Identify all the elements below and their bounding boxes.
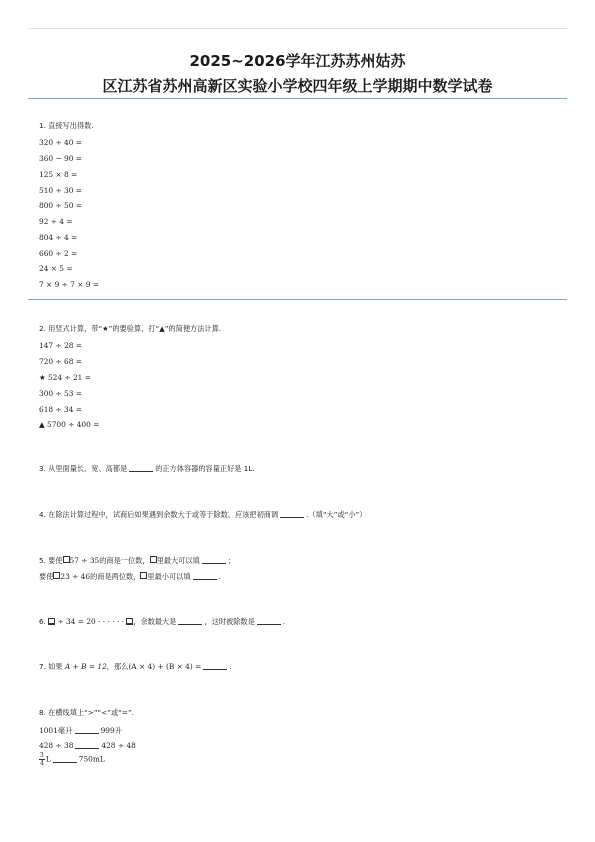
answer-blank[interactable] xyxy=(129,464,153,472)
question-2-title: 2. 用竖式计算，带“★”的要验算，打“▲”的简便方法计算. xyxy=(39,324,222,333)
question-2-item: ▲ 5700 ÷ 400 = xyxy=(39,420,100,429)
answer-blank[interactable] xyxy=(203,662,227,670)
fraction xyxy=(39,752,45,767)
question-2-item: 618 ÷ 34 = xyxy=(39,405,82,414)
question-1-item: 7 × 9 ÷ 7 × 9 = xyxy=(39,280,100,289)
question-1-item: 92 ÷ 4 = xyxy=(39,217,73,226)
question-5-text: . xyxy=(218,572,221,581)
question-1-item: 320 ÷ 40 = xyxy=(39,138,82,147)
answer-blank[interactable] xyxy=(178,617,202,625)
question-1-item: 24 × 5 = xyxy=(39,264,73,273)
question-7-expr: (A × 4) + (B × 4) = xyxy=(128,662,202,671)
compare-left: 1001毫升 xyxy=(39,726,73,735)
answer-blank[interactable] xyxy=(280,510,304,518)
question-6-expr: ÷ 34 = 20 · · · · · · xyxy=(55,617,127,626)
page-top-rule xyxy=(28,28,567,29)
question-5-text: 的商是一位数， xyxy=(99,556,150,565)
answer-blank[interactable] xyxy=(257,617,281,625)
question-5-expr: 23 ÷ 46 xyxy=(60,572,91,581)
question-5-text: ； xyxy=(227,556,235,565)
page-title-line2: 区江苏省苏州高新区实验小学校四年级上学期期中数学试卷 xyxy=(102,77,493,95)
question-5-text: 要使 xyxy=(39,572,54,581)
compare-right: 428 ÷ 48 xyxy=(101,741,136,750)
question-1-title: 1. 直接写出得数. xyxy=(39,121,94,130)
section-divider xyxy=(28,299,567,300)
question-7-expr: A + B = 12 xyxy=(64,662,107,671)
question-1-item: 125 × 8 = xyxy=(39,170,78,179)
question-2-item: 147 ÷ 28 = xyxy=(39,341,82,350)
question-3-text-after: 的正方体容器的容量正好是 1L. xyxy=(155,464,255,473)
question-7-text: ，那么 xyxy=(106,662,129,671)
question-2-item: 300 ÷ 53 = xyxy=(39,389,82,398)
fraction-numerator: 3 xyxy=(40,752,44,759)
question-2-item: 720 ÷ 68 = xyxy=(39,357,82,366)
question-5-line2 xyxy=(39,572,221,582)
question-7 xyxy=(39,662,232,672)
answer-blank[interactable] xyxy=(193,572,217,580)
compare-left: 428 ÷ 38 xyxy=(39,741,74,750)
question-6-number: 6. xyxy=(39,617,46,626)
question-8-row xyxy=(39,752,105,767)
question-8-row xyxy=(39,741,136,750)
compare-right: 999升 xyxy=(100,726,123,735)
fraction-denominator: 4 xyxy=(40,760,44,767)
question-1-item: 804 ÷ 4 = xyxy=(39,233,78,242)
square-box-icon xyxy=(150,556,157,563)
answer-blank[interactable] xyxy=(75,741,99,749)
question-5-text: 里最小可以填 xyxy=(147,572,191,581)
question-4-text-after: .（填“大”或“小”） xyxy=(306,510,367,519)
question-6 xyxy=(39,617,285,627)
question-5-text: 里最大可以填 xyxy=(156,556,200,565)
question-6-text: ，余数最大是 xyxy=(133,617,177,626)
answer-blank[interactable] xyxy=(75,726,99,734)
question-8-row xyxy=(39,725,122,736)
unit-label: L xyxy=(45,754,51,764)
question-6-text: ，这时被除数是 xyxy=(204,617,255,626)
question-3 xyxy=(39,464,255,474)
question-5-line1 xyxy=(39,556,235,566)
question-5-text: 的商是两位数， xyxy=(90,572,141,581)
question-7-text: . xyxy=(229,662,232,671)
answer-blank[interactable] xyxy=(53,755,77,763)
question-1-item: 800 ÷ 50 = xyxy=(39,201,82,210)
compare-right: 750mL xyxy=(78,754,105,764)
section-divider xyxy=(28,98,567,99)
answer-blank[interactable] xyxy=(202,556,226,564)
question-1-item: 660 ÷ 2 = xyxy=(39,249,78,258)
question-7-text: 7. 如果 xyxy=(39,662,63,671)
question-1-item: 510 ÷ 30 = xyxy=(39,186,82,195)
question-5-text: 5. 要使 xyxy=(39,556,63,565)
square-box-icon xyxy=(63,556,70,563)
question-4 xyxy=(39,510,366,520)
question-1-item: 360 − 90 = xyxy=(39,154,82,163)
question-4-text-before: 4. 在除法计算过程中，试商后如果遇到余数大于或等于除数，应该把初商调 xyxy=(39,510,279,519)
question-8-title: 8. 在横线填上“>”“<”或“=”. xyxy=(39,708,134,717)
question-2-item: ★ 524 ÷ 21 = xyxy=(39,373,91,382)
page-title-line1: 2025~2026学年江苏苏州姑苏 xyxy=(189,52,406,70)
question-6-text: . xyxy=(282,617,286,626)
question-5-expr: 57 ÷ 35 xyxy=(69,556,100,565)
question-3-text-before: 3. 从里面量长、宽、高都是 xyxy=(39,464,128,473)
